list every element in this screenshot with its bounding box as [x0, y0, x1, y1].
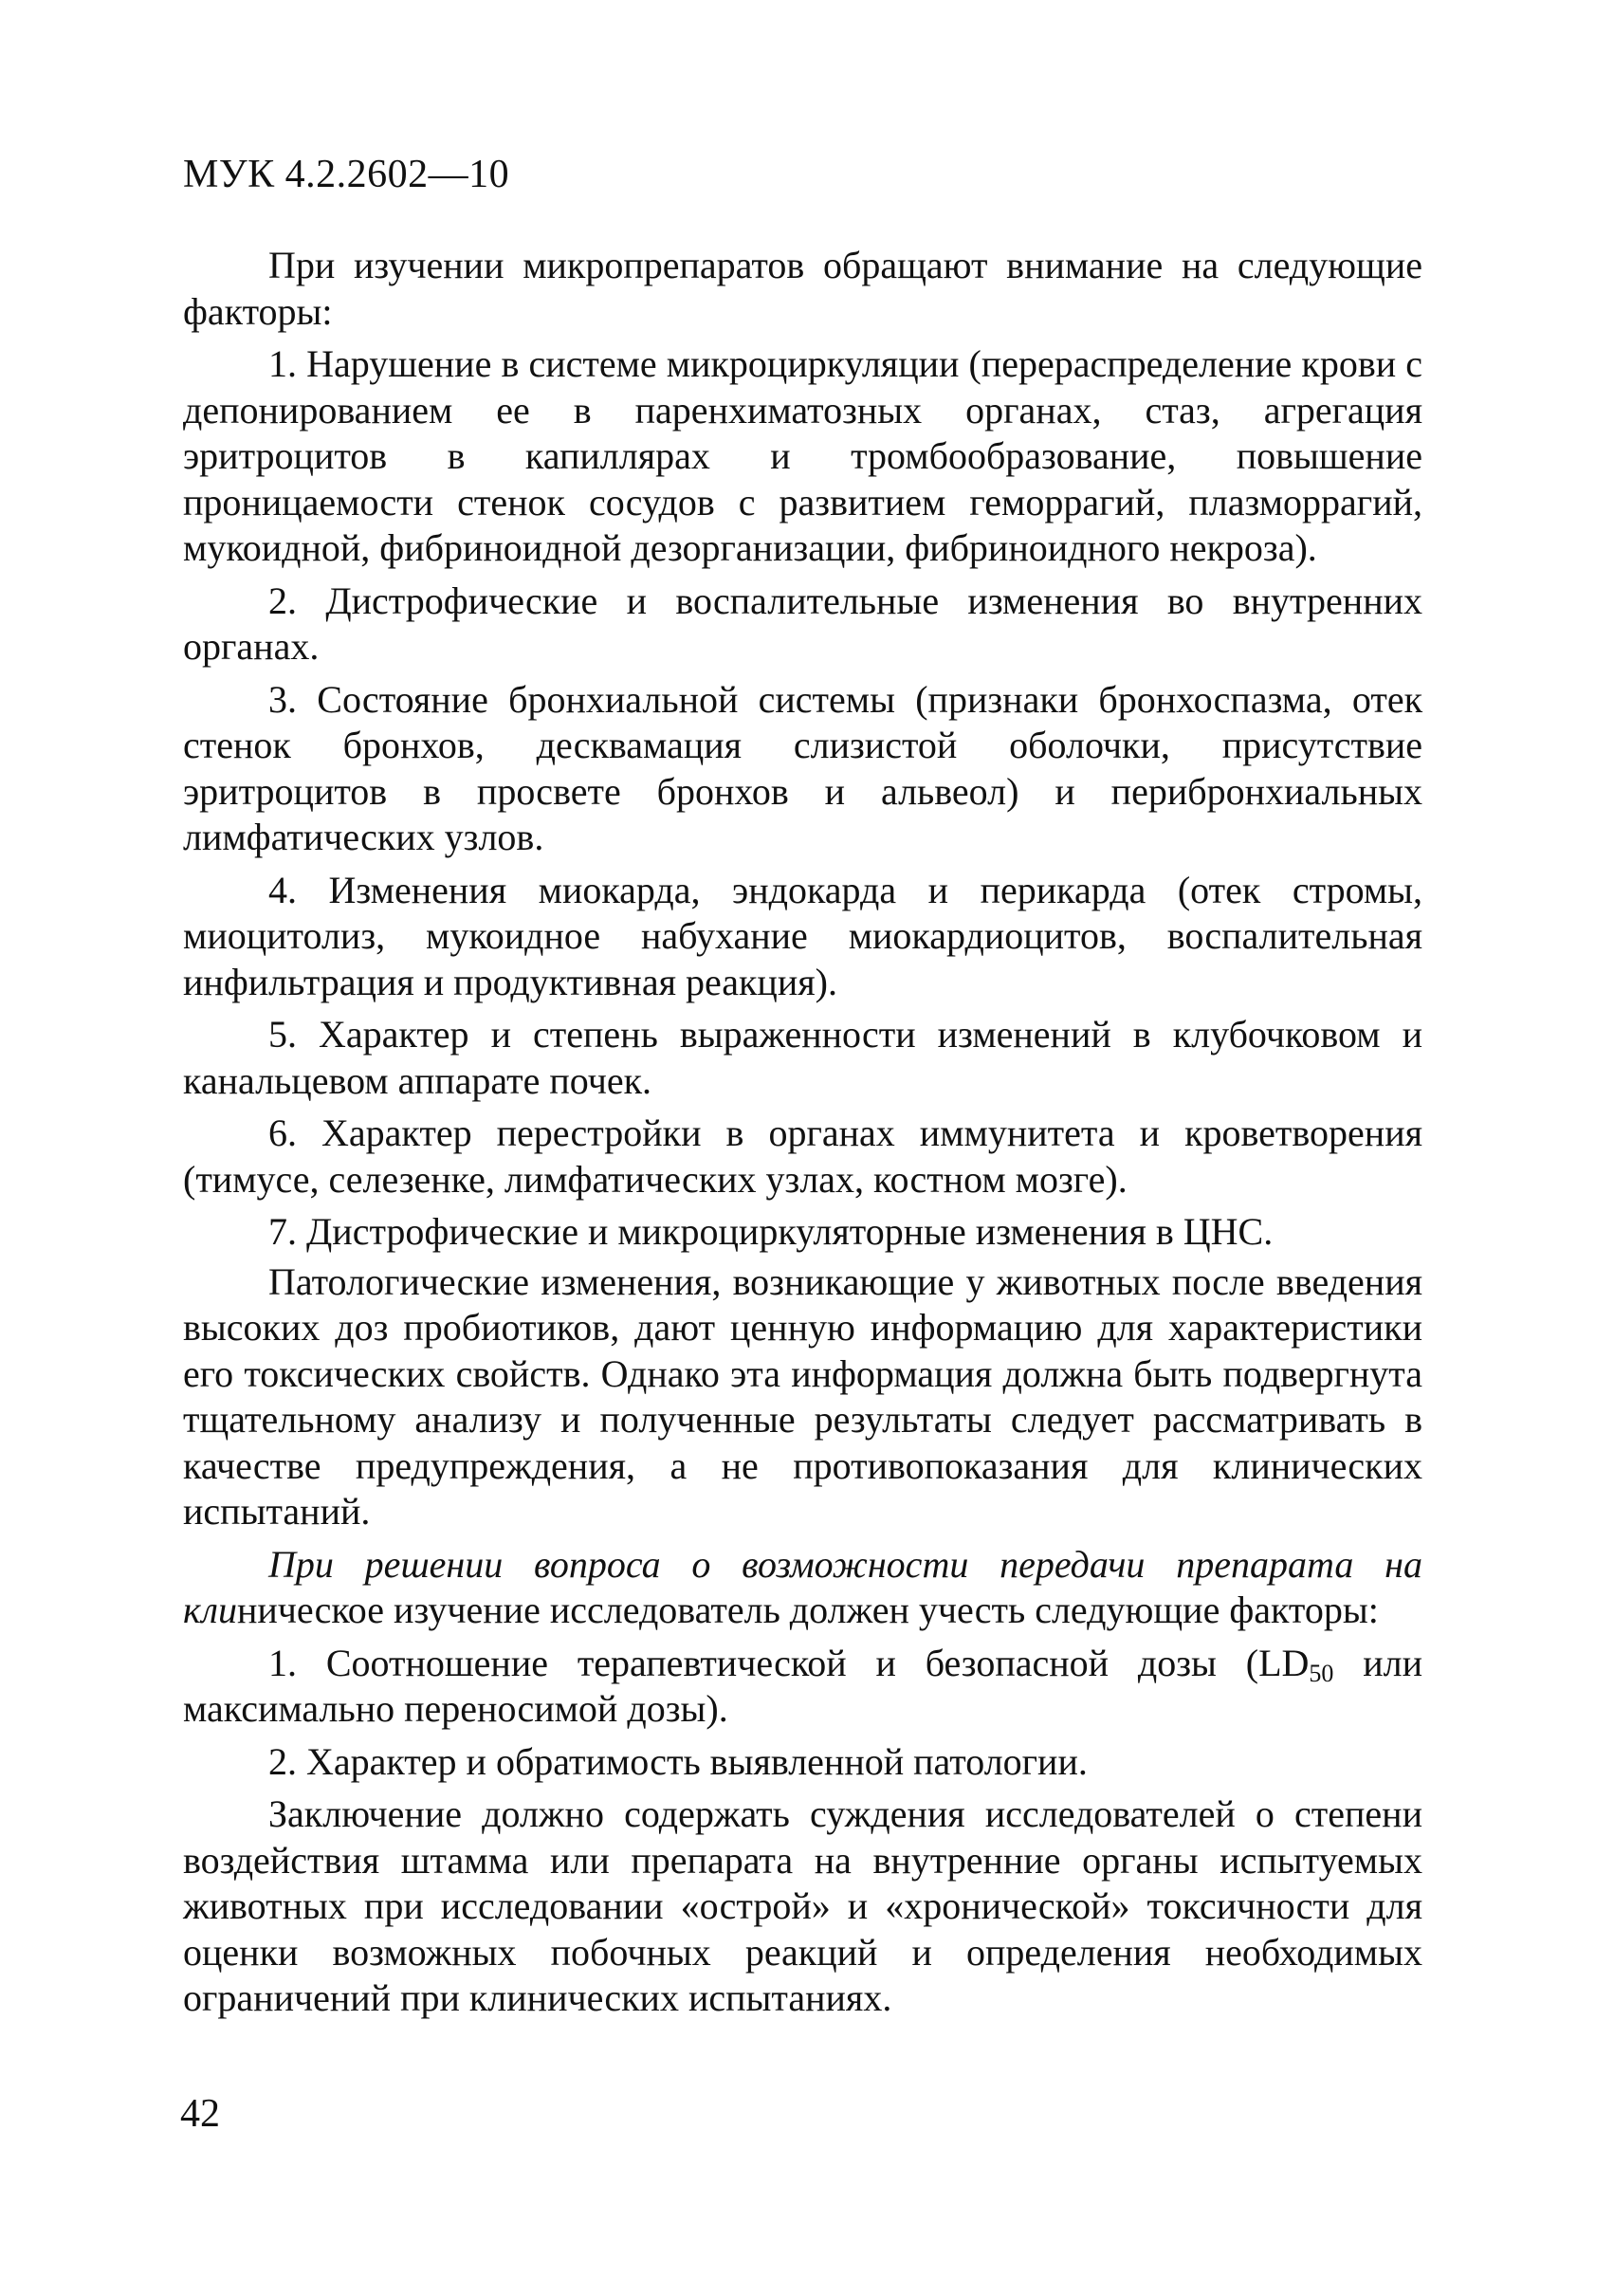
document-code-header: МУК 4.2.2602—10 [183, 153, 510, 196]
text-run: ническое изучение исследователь должен учесть следующие факторы: [236, 1589, 1379, 1631]
pathology-paragraph: Патологические изменения, возникающие у животных после введения высоких доз пробиотиков, дают ценную информацию для характеристики его токсических свойств. Однако эта информация должна быть подвергнута тщательному анализу и полученные результаты следует рассматривать в качестве предупреждения, а не противопоказания для клинических испытаний. [183, 1259, 1422, 1533]
subscript: 50 [1309, 1659, 1334, 1687]
text-run: или максимально переносимой дозы). [183, 1641, 1422, 1730]
list-item: 4. Изменения миокарда, эндокарда и перикарда (отек стромы, миоцитолиз, мукоидное набухание миокардиоцитов, воспалительная инфильтрация и продуктивная реакция). [183, 868, 1422, 1003]
clinical-transfer-paragraph [183, 1542, 1422, 1634]
factor-item [183, 1641, 1422, 1733]
list-item: 6. Характер перестройки в органах иммунитета и кроветворения (тимусе, селезенке, лимфатических узлах, костном мозге). [183, 1111, 1422, 1201]
list-item: 2. Дистрофические и воспалительные изменения во внутренних органах. [183, 579, 1422, 668]
list-item: 5. Характер и степень выраженности изменений в клубочковом и канальцевом аппарате почек. [183, 1013, 1422, 1102]
page-body [183, 243, 1422, 2029]
text-run: 1. Соотношение терапевтической и безопасной дозы (LD [268, 1641, 1310, 1684]
italic-text-run: При решении вопроса о возможности передачи препарата на кли [183, 1542, 1422, 1631]
list-item: 3. Состояние бронхиальной системы (признаки бронхоспазма, отек стенок бронхов, десквамация слизистой оболочки, присутствие эритроцитов в просвете бронхов и альвеол) и перибронхиальных лимфатических узлов. [183, 677, 1422, 858]
conclusion-paragraph: Заключение должно содержать суждения исследователей о степени воздействия штамма или препарата на внутренние органы испытуемых животных при исследовании «острой» и «хронической» токсичности для оценки возможных побочных реакций и определения необходимых ограничений при клинических испытаниях. [183, 1792, 1422, 2019]
factor-item: 2. Характер и обратимость выявленной патологии. [268, 1739, 1088, 1783]
page-number: 42 [180, 2092, 220, 2136]
list-item: 1. Нарушение в системе микроциркуляции (перераспределение крови с депонированием ее в паренхиматозных органах, стаз, агрегация эритроцитов в капиллярах и тромбообразование, повышение проницаемости стенок сосудов с развитием геморрагий, плазморрагий, мукоидной, фибриноидной дезорганизации, фибриноидного некроза). [183, 342, 1422, 569]
intro-paragraph: При изучении микропрепаратов обращают внимание на следующие факторы: [183, 244, 1422, 333]
list-item: 7. Дистрофические и микроциркуляторные изменения в ЦНС. [268, 1210, 1274, 1253]
